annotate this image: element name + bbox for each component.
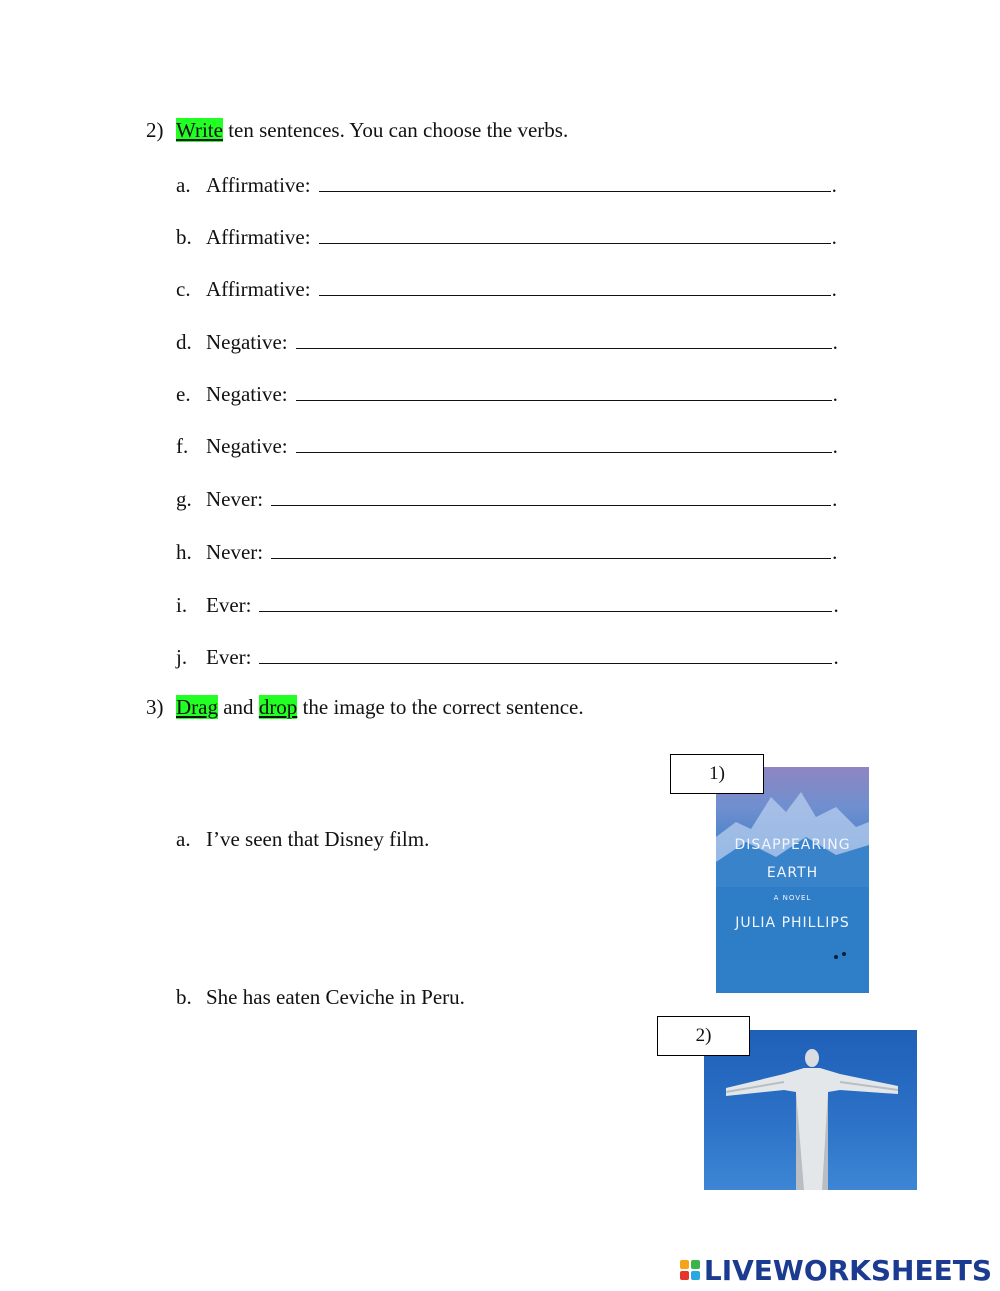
drop-box-2[interactable]: 2) — [657, 1016, 750, 1056]
answer-blank[interactable] — [319, 173, 831, 192]
and-text: and — [217, 695, 259, 719]
item-label: Ever: — [206, 593, 252, 617]
sentence-item — [176, 328, 838, 356]
item-label: Negative: — [206, 434, 288, 458]
logo-icon — [680, 1260, 700, 1280]
answer-blank[interactable] — [271, 540, 831, 559]
answer-blank[interactable] — [296, 382, 832, 401]
sentence-b-text: She has eaten Ceviche in Peru. — [206, 985, 465, 1009]
question-3-text: the image to the correct sentence. — [297, 695, 584, 719]
item-period: . — [831, 225, 837, 249]
sentence-a — [176, 825, 429, 853]
item-letter: e. — [176, 382, 191, 406]
item-label: Ever: — [206, 645, 252, 669]
item-label: Never: — [206, 487, 264, 511]
question-2-number: 2) — [146, 118, 164, 142]
item-letter: f. — [176, 434, 189, 458]
item-period: . — [832, 487, 838, 511]
highlight-write: Write — [176, 118, 223, 142]
book-author: JULIA PHILLIPS — [735, 915, 850, 931]
sentence-item — [176, 538, 837, 566]
sentence-item — [176, 380, 838, 408]
item-period: . — [833, 645, 839, 669]
sentence-item — [176, 591, 839, 619]
answer-blank[interactable] — [296, 434, 832, 453]
answer-blank[interactable] — [319, 277, 831, 296]
book-cover-image[interactable] — [716, 767, 869, 993]
book-title-line-2: EARTH — [766, 865, 819, 881]
answer-blank[interactable] — [296, 330, 832, 349]
item-letter: h. — [176, 540, 192, 564]
question-2-text: ten sentences. You can choose the verbs. — [222, 118, 569, 142]
item-label: Negative: — [206, 330, 288, 354]
item-period: . — [832, 434, 838, 458]
item-period: . — [833, 593, 839, 617]
question-3-number: 3) — [146, 695, 164, 719]
item-period: . — [832, 382, 838, 406]
item-label: Affirmative: — [206, 277, 311, 301]
sentence-b — [176, 983, 465, 1011]
sentence-item — [176, 275, 837, 303]
item-letter: a. — [176, 173, 191, 197]
answer-blank[interactable] — [271, 487, 831, 506]
sentence-item — [176, 485, 837, 513]
answer-blank[interactable] — [259, 645, 832, 664]
sentence-a-letter: a. — [176, 827, 191, 851]
item-letter: j. — [176, 645, 188, 669]
book-title-line-1: DISAPPEARING — [734, 837, 851, 853]
liveworksheets-logo — [680, 1252, 992, 1288]
answer-blank[interactable] — [259, 593, 832, 612]
item-period: . — [832, 330, 838, 354]
item-label: Affirmative: — [206, 225, 311, 249]
sentence-item — [176, 171, 837, 199]
item-label: Affirmative: — [206, 173, 311, 197]
item-letter: i. — [176, 593, 188, 617]
sentence-item — [176, 643, 839, 671]
question-3-instruction — [176, 695, 584, 720]
question-2-instruction — [176, 118, 568, 143]
book-subtitle: A NOVEL — [773, 894, 812, 902]
item-period: . — [832, 540, 838, 564]
drop-box-1[interactable]: 1) — [670, 754, 764, 794]
item-label: Negative: — [206, 382, 288, 406]
item-period: . — [831, 173, 837, 197]
answer-blank[interactable] — [319, 225, 831, 244]
item-period: . — [831, 277, 837, 301]
sentence-a-text: I’ve seen that Disney film. — [206, 827, 430, 851]
item-letter: d. — [176, 330, 192, 354]
item-letter: g. — [176, 487, 192, 511]
item-letter: c. — [176, 277, 191, 301]
sentence-item — [176, 223, 837, 251]
sentence-item — [176, 432, 838, 460]
item-label: Never: — [206, 540, 264, 564]
highlight-drop: drop — [258, 695, 298, 719]
sentence-b-letter: b. — [176, 985, 192, 1009]
logo-text: LIVEWORKSHEETS — [703, 1253, 992, 1287]
highlight-drag: Drag — [176, 695, 218, 719]
item-letter: b. — [176, 225, 192, 249]
